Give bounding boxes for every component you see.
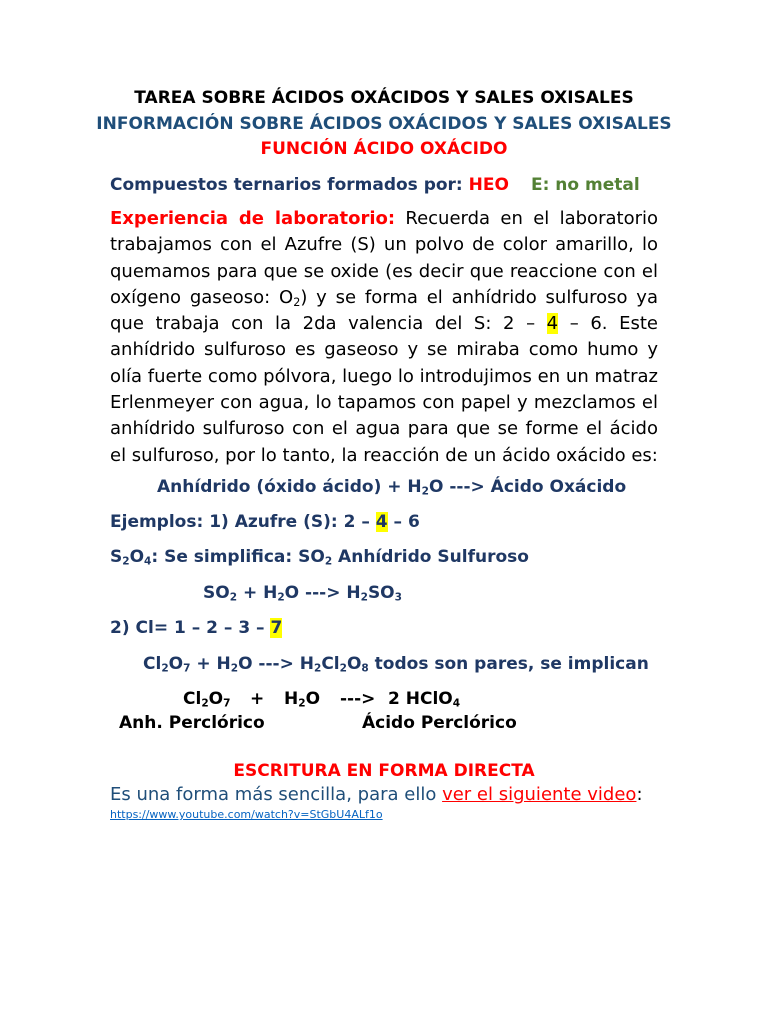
- experiencia-text-1: Recuerda en el laboratorio trabajamos con el Azufre (S) un polvo de color amarillo, lo quemamos para que se oxide (es decir que reaccione con el oxígeno gaseoso: O: [110, 208, 658, 308]
- compuestos-line: [110, 175, 640, 195]
- heo-formula: HEO: [468, 175, 509, 195]
- ejemplo-2-highlight: 7: [270, 618, 283, 638]
- so2-equation: $SO_2 + H_2O$ ---> $H_2SO_3$: [203, 583, 402, 604]
- ejemplo-2: 2) Cl= 1 – 2 – 3 – 7: [110, 618, 283, 638]
- escritura-title: ESCRITURA EN FORMA DIRECTA: [233, 761, 535, 781]
- youtube-url-link[interactable]: https://www.youtube.com/watch?v=StGbU4ALf1o: [110, 808, 383, 821]
- water-reactant: $H_2O$: [284, 689, 321, 710]
- experiencia-paragraph: [110, 206, 658, 469]
- video-url-line: [110, 808, 383, 821]
- document-subtitle: INFORMACIÓN SOBRE ÁCIDOS OXÁCIDOS Y SALES OXISALES: [96, 114, 672, 134]
- cl2o7-reactant: $Cl_2O_7$: [183, 689, 231, 710]
- e-definition: E: no metal: [530, 175, 640, 195]
- cl-equation: $Cl_2O_7 + H_2O$ ---> $H_2Cl_2O_8$ todos son pares, se implican: [143, 654, 649, 675]
- document-title: TAREA SOBRE ÁCIDOS OXÁCIDOS Y SALES OXISALES: [134, 88, 634, 108]
- section-title: FUNCIÓN ÁCIDO OXÁCIDO: [260, 139, 508, 159]
- experiencia-label: Experiencia de laboratorio:: [110, 208, 396, 229]
- ejemplo-1: Ejemplos: 1) Azufre (S): 2 – 4 – 6: [110, 512, 420, 532]
- reaction-arrow: --->: [340, 689, 376, 709]
- valence-highlight: 4: [546, 313, 559, 335]
- ejemplo-1-highlight: 4: [375, 512, 388, 532]
- acido-perclorico-label: Ácido Perclórico: [362, 713, 517, 733]
- s2o4-line: $S_2O_4$: Se simplifica: $SO_2$ Anhídrido Sulfuroso: [110, 547, 529, 568]
- reaction-general: Anhídrido (óxido ácido) + $H_2O$ ---> Ácido Oxácido: [157, 477, 627, 498]
- o2-subscript: 2: [293, 295, 301, 309]
- experiencia-text-2: ) y se forma el anhídrido sulfuroso ya que trabaja con la 2da valencia del S: 2 –: [110, 286, 658, 335]
- plus-sign: +: [250, 689, 265, 709]
- hclo4-product: 2 HClO$_4$: [388, 689, 461, 710]
- anh-perclorico-label: Anh. Perclórico: [119, 713, 265, 733]
- video-link[interactable]: ver el siguiente video: [442, 784, 637, 805]
- escritura-text: Es una forma más sencilla, para ello ver el siguiente video:: [110, 784, 643, 805]
- experiencia-text-3: – 6. Este anhídrido sulfuroso es gaseoso y se miraba como humo y olía fuerte como pólvora, luego lo introdujimos en un matraz Erlenmeyer con agua, lo tapamos con papel y mezclamos el anhídrido sulfuroso con el agua para que se forme el ácido el sulfuroso, por lo tanto, la reacción de un ácido oxácido es:: [110, 313, 658, 466]
- compuestos-label: Compuestos ternarios formados por:: [110, 175, 469, 195]
